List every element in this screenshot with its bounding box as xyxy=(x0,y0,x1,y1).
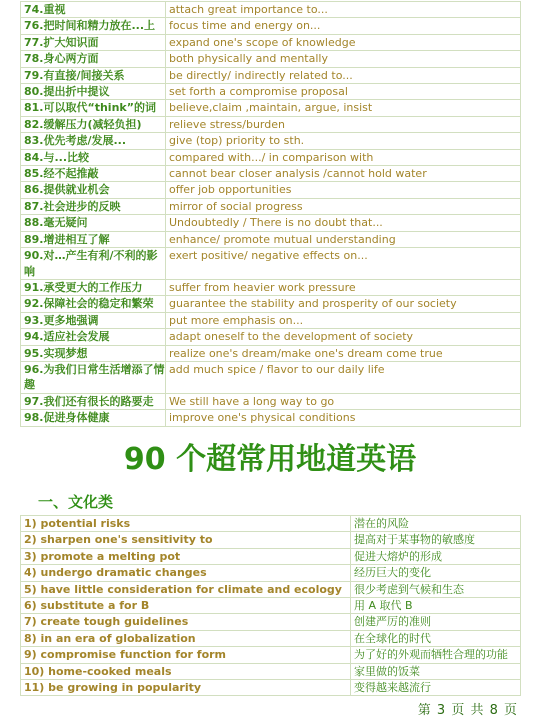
english-phrase: mirror of social progress xyxy=(166,198,521,214)
english-phrase: attach great importance to... xyxy=(166,2,521,18)
english-phrase: adapt oneself to the development of society xyxy=(166,329,521,345)
chinese-phrase: 74.重视 xyxy=(21,2,166,18)
table-row xyxy=(21,532,521,548)
table-row xyxy=(21,215,521,231)
table-row xyxy=(21,410,521,426)
table-row xyxy=(21,231,521,247)
english-phrase: 1) potential risks xyxy=(21,516,351,532)
chinese-phrase: 76.把时间和精力放在...上 xyxy=(21,18,166,34)
chinese-meaning: 很少考虑到气候和生态 xyxy=(351,581,521,597)
chinese-phrase: 88.毫无疑问 xyxy=(21,215,166,231)
english-phrase: suffer from heavier work pressure xyxy=(166,279,521,295)
english-phrase: 2) sharpen one's sensitivity to xyxy=(21,532,351,548)
chinese-phrase: 84.与...比较 xyxy=(21,149,166,165)
english-phrase: 6) substitute a for B xyxy=(21,598,351,614)
chinese-phrase: 83.优先考虑/发展... xyxy=(21,133,166,149)
english-phrase: cannot bear closer analysis /cannot hold water xyxy=(166,166,521,182)
chinese-phrase: 81.可以取代“think”的词 xyxy=(21,100,166,116)
chinese-phrase: 82.缓解压力(减轻负担) xyxy=(21,116,166,132)
table-row xyxy=(21,34,521,50)
table-row xyxy=(21,84,521,100)
page-number: 第 3 页 共 8 页 xyxy=(417,703,518,718)
english-phrase: offer job opportunities xyxy=(166,182,521,198)
table-row xyxy=(21,565,521,581)
page-title: 90 个超常用地道英语 xyxy=(123,442,417,477)
english-phrase: believe,claim ,maintain, argue, insist xyxy=(166,100,521,116)
table-row xyxy=(21,166,521,182)
table-row xyxy=(21,614,521,630)
chinese-meaning: 经历巨大的变化 xyxy=(351,565,521,581)
chinese-phrase: 77.扩大知识面 xyxy=(21,34,166,50)
culture-phrase-table xyxy=(20,515,521,696)
table-row xyxy=(21,393,521,409)
table-row xyxy=(21,329,521,345)
table-row xyxy=(21,516,521,532)
english-phrase: guarantee the stability and prosperity of our society xyxy=(166,296,521,312)
chinese-meaning: 家里做的饭菜 xyxy=(351,663,521,679)
chinese-phrase: 96.为我们日常生活增添了情趣 xyxy=(21,361,166,393)
table-row xyxy=(21,149,521,165)
english-phrase: give (top) priority to sth. xyxy=(166,133,521,149)
table-row xyxy=(21,647,521,663)
table-row xyxy=(21,663,521,679)
english-phrase: 11) be growing in popularity xyxy=(21,680,351,696)
english-phrase: put more emphasis on... xyxy=(166,312,521,328)
chinese-phrase: 89.增进相互了解 xyxy=(21,231,166,247)
table-row xyxy=(21,598,521,614)
chinese-meaning: 为了好的外观而牺牲合理的功能 xyxy=(351,647,521,663)
english-phrase: add much spice / flavor to our daily life xyxy=(166,361,521,393)
chinese-meaning: 潜在的风险 xyxy=(351,516,521,532)
table-row xyxy=(21,51,521,67)
english-phrase: 5) have little consideration for climate and ecology xyxy=(21,581,351,597)
table-row xyxy=(21,680,521,696)
english-phrase: We still have a long way to go xyxy=(166,393,521,409)
english-phrase: relieve stress/burden xyxy=(166,116,521,132)
phrase-table-continued xyxy=(20,1,521,427)
english-phrase: focus time and energy on... xyxy=(166,18,521,34)
table-row xyxy=(21,248,521,280)
english-phrase: 3) promote a melting pot xyxy=(21,548,351,564)
english-phrase: 8) in an era of globalization xyxy=(21,630,351,646)
chinese-phrase: 91.承受更大的工作压力 xyxy=(21,279,166,295)
table-row xyxy=(21,361,521,393)
table-row xyxy=(21,581,521,597)
chinese-meaning: 创建严厉的准则 xyxy=(351,614,521,630)
table-row xyxy=(21,548,521,564)
chinese-phrase: 78.身心两方面 xyxy=(21,51,166,67)
chinese-meaning: 用 A 取代 B xyxy=(351,598,521,614)
table-row xyxy=(21,100,521,116)
english-phrase: compared with.../ in comparison with xyxy=(166,149,521,165)
chinese-phrase: 92.保障社会的稳定和繁荣 xyxy=(21,296,166,312)
english-phrase: 10) home-cooked meals xyxy=(21,663,351,679)
english-phrase: Undoubtedly / There is no doubt that... xyxy=(166,215,521,231)
table-row xyxy=(21,18,521,34)
chinese-phrase: 90.对…产生有利/不利的影响 xyxy=(21,248,166,280)
chinese-phrase: 87.社会进步的反映 xyxy=(21,198,166,214)
chinese-meaning: 提高对于某事物的敏感度 xyxy=(351,532,521,548)
chinese-phrase: 93.更多地强调 xyxy=(21,312,166,328)
english-phrase: expand one's scope of knowledge xyxy=(166,34,521,50)
table-row xyxy=(21,312,521,328)
table-row xyxy=(21,2,521,18)
chinese-phrase: 86.提供就业机会 xyxy=(21,182,166,198)
chinese-meaning: 促进大熔炉的形成 xyxy=(351,548,521,564)
chinese-phrase: 80.提出折中提议 xyxy=(21,84,166,100)
chinese-meaning: 变得越来越流行 xyxy=(351,680,521,696)
table-row xyxy=(21,133,521,149)
english-phrase: improve one's physical conditions xyxy=(166,410,521,426)
english-phrase: be directly/ indirectly related to... xyxy=(166,67,521,83)
table-row xyxy=(21,279,521,295)
english-phrase: set forth a compromise proposal xyxy=(166,84,521,100)
table-row xyxy=(21,345,521,361)
table-row xyxy=(21,630,521,646)
chinese-phrase: 95.实现梦想 xyxy=(21,345,166,361)
english-phrase: realize one's dream/make one's dream come true xyxy=(166,345,521,361)
chinese-meaning: 在全球化的时代 xyxy=(351,630,521,646)
chinese-phrase: 97.我们还有很长的路要走 xyxy=(21,393,166,409)
english-phrase: 9) compromise function for form xyxy=(21,647,351,663)
english-phrase: exert positive/ negative effects on... xyxy=(166,248,521,280)
english-phrase: both physically and mentally xyxy=(166,51,521,67)
table-row xyxy=(21,296,521,312)
table-row xyxy=(21,198,521,214)
english-phrase: 7) create tough guidelines xyxy=(21,614,351,630)
chinese-phrase: 94.适应社会发展 xyxy=(21,329,166,345)
chinese-phrase: 79.有直接/间接关系 xyxy=(21,67,166,83)
chinese-phrase: 85.经不起推敲 xyxy=(21,166,166,182)
english-phrase: 4) undergo dramatic changes xyxy=(21,565,351,581)
english-phrase: enhance/ promote mutual understanding xyxy=(166,231,521,247)
chinese-phrase: 98.促进身体健康 xyxy=(21,410,166,426)
section-heading: 一、文化类 xyxy=(38,493,114,511)
table-row xyxy=(21,67,521,83)
table-row xyxy=(21,182,521,198)
table-row xyxy=(21,116,521,132)
